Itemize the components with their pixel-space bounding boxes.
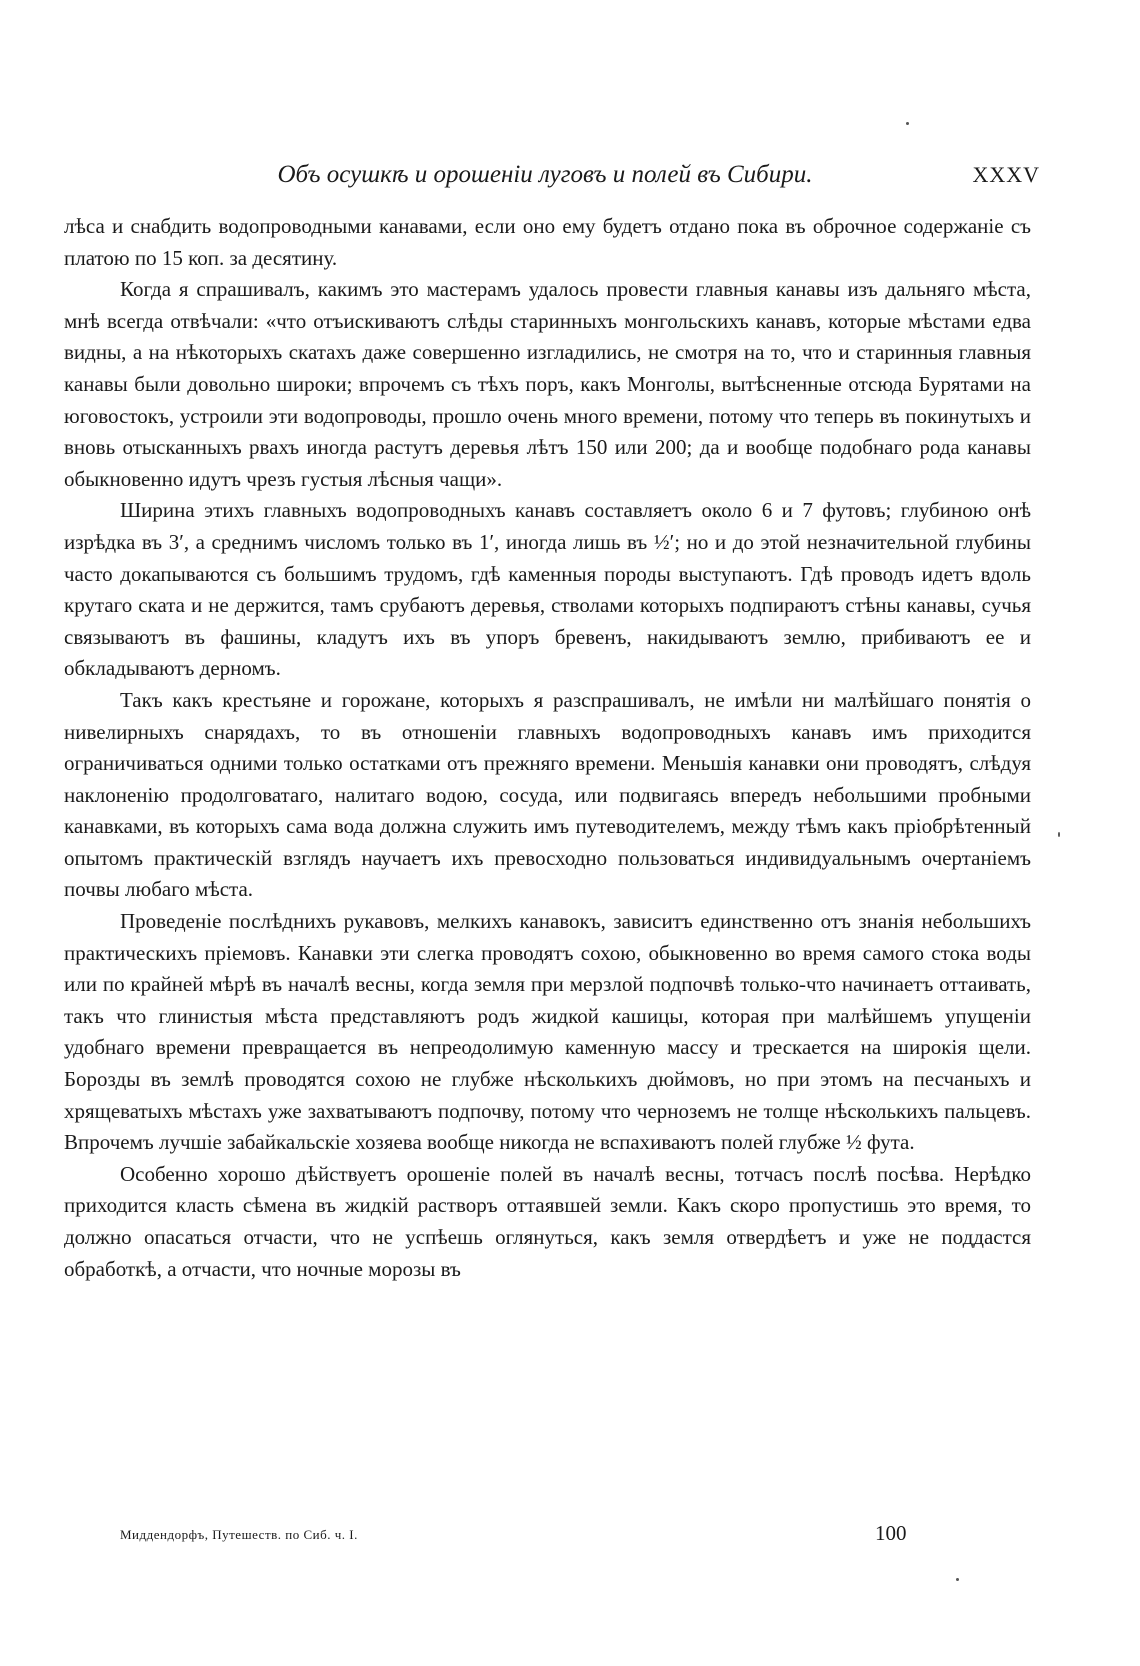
scan-speck xyxy=(1058,832,1060,837)
running-head xyxy=(60,160,1040,190)
paragraph-1: лѣса и снабдить водопроводными канавами, если оно ему будетъ отдано пока въ оброчное содержаніе съ платою по 15 коп. за десятину. xyxy=(64,214,1031,270)
page-footer xyxy=(120,1521,920,1551)
paragraph-3: Ширина этихъ главныхъ водопроводныхъ канавъ составляетъ около 6 и 7 футовъ; глубиною онѣ изрѣдка въ 3′, а среднимъ числомъ только въ 1′, иногда лишь въ ½′; но и до этой незначительной глубины часто докапываются съ большимъ трудомъ, гдѣ каменныя породы выступаютъ. Гдѣ проводъ идетъ вдоль крутаго ската и не держится, тамъ срубаютъ деревья, стволами которыхъ подпираютъ стѣны канавы, сучья связываютъ въ фашины, кладутъ ихъ въ упоръ бревенъ, накидываютъ землю, прибиваютъ ее и обкладываютъ дерномъ. xyxy=(64,498,1031,681)
paragraph-2: Когда я спрашивалъ, какимъ это мастерамъ удалось провести главныя канавы изъ дальняго мѣста, мнѣ всегда отвѣчали: «что отъискиваютъ слѣды старинныхъ монгольскихъ канавъ, которые мѣстами едва видны, а на нѣкоторыхъ скатахъ даже совершенно изгладились, не смотря на то, что и старинныя главныя канавы были довольно широки; впрочемъ съ тѣхъ поръ, какъ Монголы, вытѣсненные отсюда Бурятами на юговостокъ, устроили эти водопроводы, прошло очень много времени, потому что теперь въ покинутыхъ и вновь отысканныхъ рвахъ иногда растутъ деревья лѣтъ 150 или 200; да и вообще подобнаго рода канавы обыкновенно идутъ чрезъ густыя лѣсныя чащи». xyxy=(64,277,1031,491)
scan-speck xyxy=(906,122,909,125)
paragraph-6: Особенно хорошо дѣйствуетъ орошеніе полей въ началѣ весны, тотчасъ послѣ посѣва. Нерѣдко приходится класть сѣмена въ жидкій растворъ оттаявшей земли. Какъ скоро пропустишь это время, то должно опасаться отчасти, что не успѣешь оглянуться, какъ земля отвердѣетъ и уже не поддастся обработкѣ, а отчасти, что ночные морозы въ xyxy=(64,1161,1031,1281)
footer-page-number: 100 xyxy=(875,1521,907,1545)
page-number-roman: XXXV xyxy=(972,162,1040,187)
paragraph-5: Проведеніе послѣднихъ рукавовъ, мелкихъ канавокъ, зависитъ единственно отъ знанія небольшихъ практическихъ пріемовъ. Канавки эти слегка проводятъ сохою, обыкновенно во время самого стока воды или по крайней мѣрѣ въ началѣ весны, когда земля при мерзлой подпочвѣ только-что начинаетъ оттаивать, такъ что глинистыя мѣста представляютъ родъ жидкой кашицы, которая при малѣйшемъ упущеніи удобнаго времени превращается въ непреодолимую каменную массу и трескается на широкія щели. Борозды въ землѣ проводятся сохою не глубже нѣсколькихъ дюймовъ, но при этомъ на песчаныхъ и хрящеватыхъ мѣстахъ уже захватываютъ подпочву, потому что черноземъ не толще нѣсколькихъ пальцевъ. Впрочемъ лучшіе забайкальскіе хозяева вообще никогда не вспахиваютъ полей глубже ½ фута. xyxy=(64,909,1031,1155)
footer-citation: Миддендорфъ, Путешеств. по Сиб. ч. I. xyxy=(120,1527,358,1542)
body-text xyxy=(64,211,1031,1285)
scan-speck xyxy=(956,1578,959,1581)
running-title: Объ осушкѣ и орошеніи луговъ и полей въ Сибири. xyxy=(277,161,813,188)
paragraph-4: Такъ какъ крестьяне и горожане, которыхъ я разспрашивалъ, не имѣли ни малѣйшаго понятія о нивелирныхъ снарядахъ, то въ отношеніи главныхъ водопроводныхъ канавъ имъ приходится ограничиваться одними только остатками отъ прежняго времени. Меньшія канавки они проводятъ, слѣдуя наклоненію продолговатаго, налитаго водою, сосуда, или подвигаясь впередъ небольшими пробными канавками, въ которыхъ сама вода должна служить имъ путеводителемъ, между тѣмъ какъ пріобрѣтенный опытомъ практическій взглядъ научаетъ ихъ превосходно пользоваться индивидуальнымъ очертаніемъ почвы любаго мѣста. xyxy=(64,687,1031,902)
